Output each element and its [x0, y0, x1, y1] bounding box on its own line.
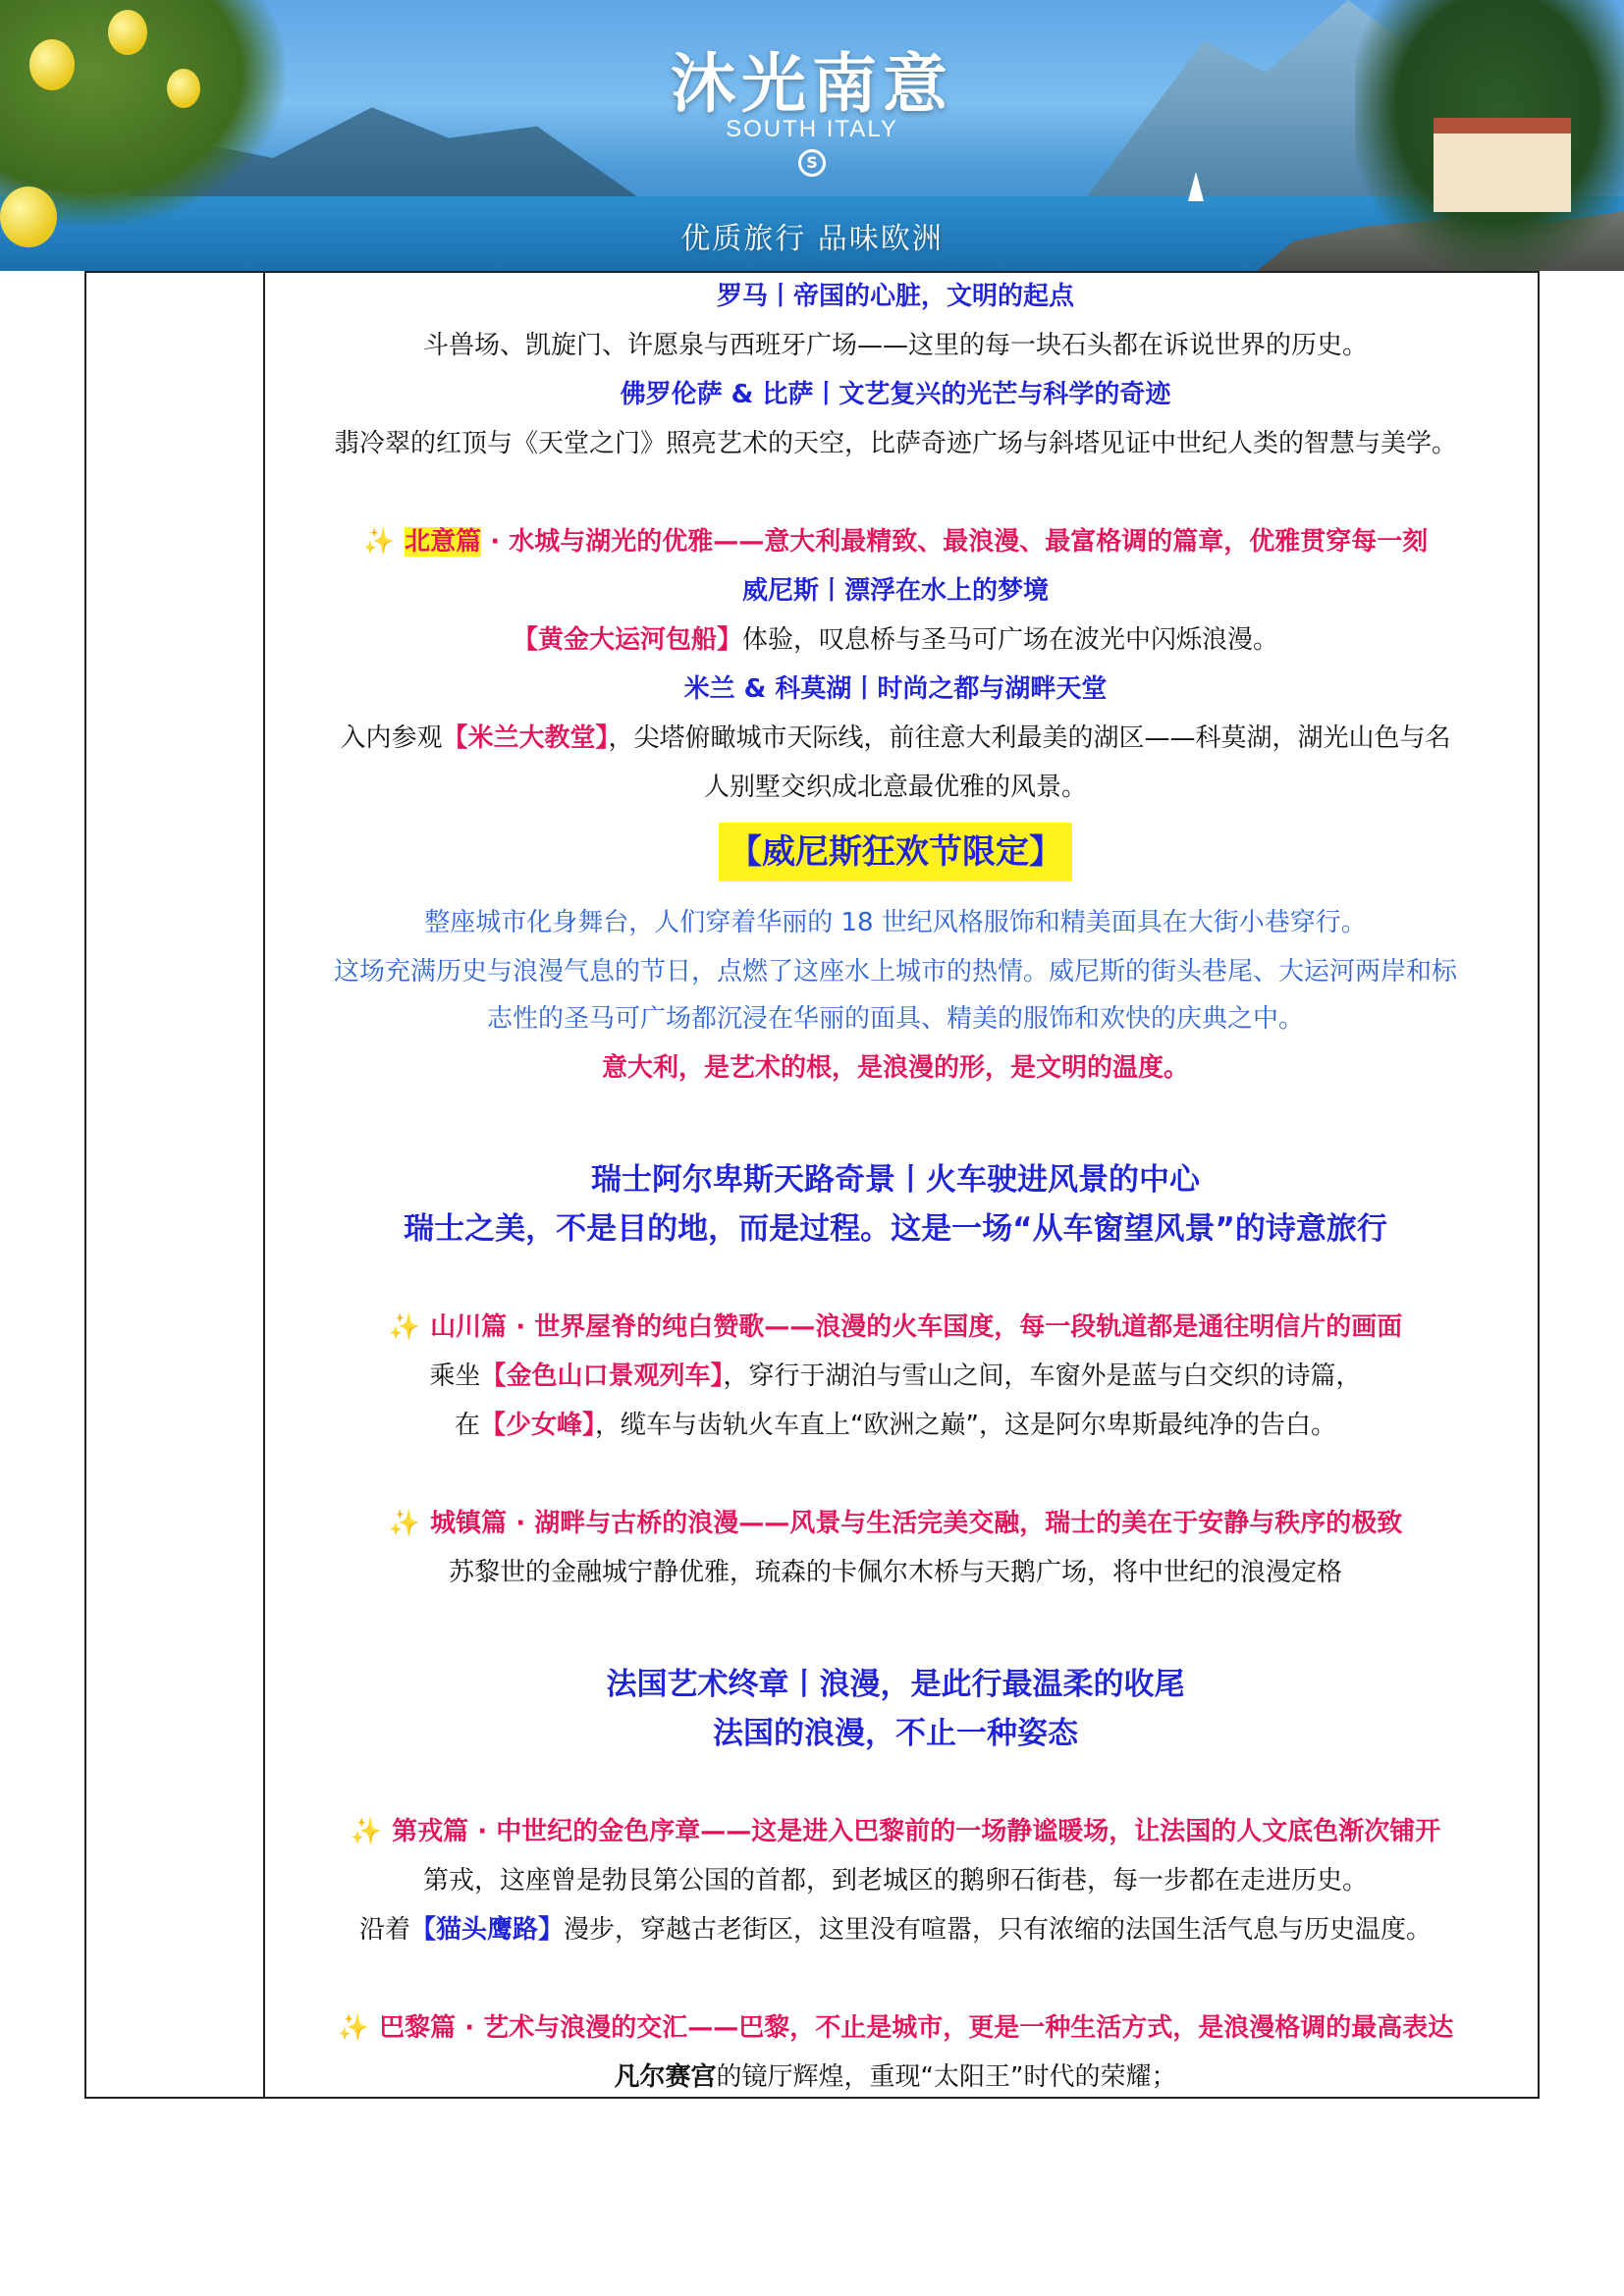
- sailboat-icon: [1188, 172, 1204, 201]
- swiss-heading-1: 瑞士阿尔卑斯天路奇景丨火车驶进风景的中心: [591, 1162, 1200, 1198]
- milan-body-1: ，尖塔俯瞰城市天际线，前往意大利最美的湖区——科莫湖，湖光山色与名: [608, 723, 1451, 753]
- venice-body-line: [265, 622, 1526, 658]
- italy-motto: 意大利，是艺术的根，是浪漫的形，是文明的温度。: [601, 1053, 1189, 1083]
- milan-highlight: 【米兰大教堂】: [442, 723, 609, 753]
- milan-heading: 米兰 & 科莫湖丨时尚之都与湖畔天堂: [683, 674, 1108, 704]
- mountain-body-line-2: [265, 1408, 1526, 1443]
- sparkle-icon: ✨: [337, 2013, 370, 2043]
- separator-dot: ·: [464, 2013, 475, 2043]
- mountain-prefix-2: 在: [455, 1411, 481, 1440]
- sparkle-icon: ✨: [388, 1509, 421, 1538]
- sparkle-icon: ✨: [388, 1312, 421, 1342]
- dijon-body-line-2: [265, 1912, 1526, 1948]
- dijon-prefix-2: 沿着: [358, 1915, 410, 1945]
- separator-dot: ·: [477, 1817, 488, 1846]
- sparkle-icon: ✨: [350, 1817, 383, 1846]
- carnival-title: 【威尼斯狂欢节限定】: [719, 823, 1072, 881]
- owl-trail-highlight: 【猫头鹰路】: [409, 1915, 564, 1945]
- town-tagline: 湖畔与古桥的浪漫——风景与生活完美交融，瑞士的美在于安静与秩序的极致: [534, 1509, 1403, 1538]
- town-chapter-title: 城镇篇: [430, 1509, 508, 1538]
- dijon-body-1: 第戎，这座曾是勃艮第公国的首都，到老城区的鹅卵石街巷，每一步都在走进历史。: [422, 1866, 1368, 1896]
- mountain-prefix-1: 乘坐: [429, 1362, 481, 1391]
- north-tagline: 水城与湖光的优雅——意大利最精致、最浪漫、最富格调的篇章，优雅贯穿每一刻: [509, 527, 1429, 557]
- france-heading-1: 法国艺术终章丨浪漫，是此行最温柔的收尾: [606, 1667, 1185, 1702]
- mountain-chapter-title: 山川篇: [430, 1312, 508, 1342]
- rome-heading: 罗马丨帝国的心脏，文明的起点: [716, 282, 1074, 311]
- paris-body-line: [265, 2059, 1526, 2095]
- paris-chapter-title: 巴黎篇: [379, 2013, 457, 2043]
- paris-chapter-line: [265, 2010, 1526, 2046]
- florence-heading: 佛罗伦萨 & 比萨丨文艺复兴的光芒与科学的奇迹: [620, 380, 1171, 409]
- jungfrau-highlight: 【少女峰】: [480, 1411, 596, 1440]
- separator-dot: ·: [515, 1312, 526, 1342]
- mountain-body-2: ，缆车与齿轨火车直上“欧洲之巅”，这是阿尔卑斯最纯净的告白。: [595, 1411, 1336, 1440]
- dijon-chapter-title: 第戎篇: [392, 1817, 469, 1846]
- rome-body: 斗兽场、凯旋门、许愿泉与西班牙广场——这里的每一块石头都在诉说世界的历史。: [422, 331, 1368, 360]
- dijon-body-2: 漫步，穿越古老街区，这里没有喧嚣，只有浓缩的法国生活气息与历史温度。: [564, 1915, 1433, 1945]
- venice-highlight: 【黄金大运河包船】: [512, 625, 742, 655]
- carnival-line-3: 志性的圣马可广场都沉浸在华丽的面具、精美的服饰和欢快的庆典之中。: [486, 1004, 1304, 1034]
- paris-body: 的镜厅辉煌，重现“太阳王”时代的荣耀；: [716, 2062, 1177, 2092]
- milan-body-2: 人别墅交织成北意最优雅的风景。: [703, 773, 1087, 802]
- banner-title: 沐光南意: [671, 46, 953, 122]
- paris-tagline: 艺术与浪漫的交汇——巴黎，不止是城市，更是一种生活方式，是浪漫格调的最高表达: [483, 2013, 1454, 2043]
- carnival-line-2: 这场充满历史与浪漫气息的节日，点燃了这座水上城市的热情。威尼斯的街头巷尾、大运河两岸和标: [333, 957, 1457, 987]
- banner-subtitle: SOUTH ITALY: [726, 116, 898, 142]
- venice-body: 体验，叹息桥与圣马可广场在波光中闪烁浪漫。: [742, 625, 1279, 655]
- carnival-line-1: 整座城市化身舞台，人们穿着华丽的 18 世纪风格服饰和精美面具在大街小巷穿行。: [424, 908, 1367, 937]
- golden-pass-highlight: 【金色山口景观列车】: [480, 1362, 724, 1391]
- venice-heading: 威尼斯丨漂浮在水上的梦境: [741, 576, 1049, 606]
- mountain-tagline: 世界屋脊的纯白赞歌——浪漫的火车国度，每一段轨道都是通往明信片的画面: [534, 1312, 1403, 1342]
- dijon-chapter-line: [265, 1814, 1526, 1849]
- sparkle-icon: ✨: [362, 527, 396, 557]
- france-heading-2: 法国的浪漫，不止一种姿态: [713, 1716, 1078, 1751]
- north-chapter-title: 北意篇: [405, 527, 482, 557]
- florence-body: 翡冷翠的红顶与《天堂之门》照亮艺术的天空，比萨奇迹广场与斜塔见证中世纪人类的智慧与美学。: [333, 429, 1457, 458]
- mountain-body-line-1: [265, 1359, 1526, 1394]
- mountain-body-1: ，穿行于湖泊与雪山之间，车窗外是蓝与白交织的诗篇，: [723, 1362, 1362, 1391]
- milan-prefix: 入内参观: [340, 723, 443, 753]
- north-chapter-line: [265, 524, 1526, 560]
- carnival-title-line: [265, 823, 1526, 885]
- swiss-heading-2: 瑞士之美，不是目的地，而是过程。这是一场“从车窗望风景”的诗意旅行: [404, 1211, 1387, 1247]
- separator-dot: ·: [490, 527, 501, 557]
- brand-logo-icon: S: [798, 149, 826, 177]
- separator-dot: ·: [515, 1509, 526, 1538]
- mountain-chapter-line: [265, 1309, 1526, 1345]
- versailles-name: 凡尔赛宫: [614, 2062, 717, 2092]
- banner-slogan: 优质旅行 品味欧洲: [680, 222, 944, 256]
- header-banner: [0, 0, 1624, 271]
- town-body: 苏黎世的金融城宁静优雅，琉森的卡佩尔木桥与天鹅广场，将中世纪的浪漫定格: [448, 1558, 1342, 1587]
- town-chapter-line: [265, 1506, 1526, 1541]
- milan-body-line-1: [265, 721, 1526, 756]
- dijon-tagline: 中世纪的金色序章——这是进入巴黎前的一场静谧暖场，让法国的人文底色渐次铺开: [496, 1817, 1441, 1846]
